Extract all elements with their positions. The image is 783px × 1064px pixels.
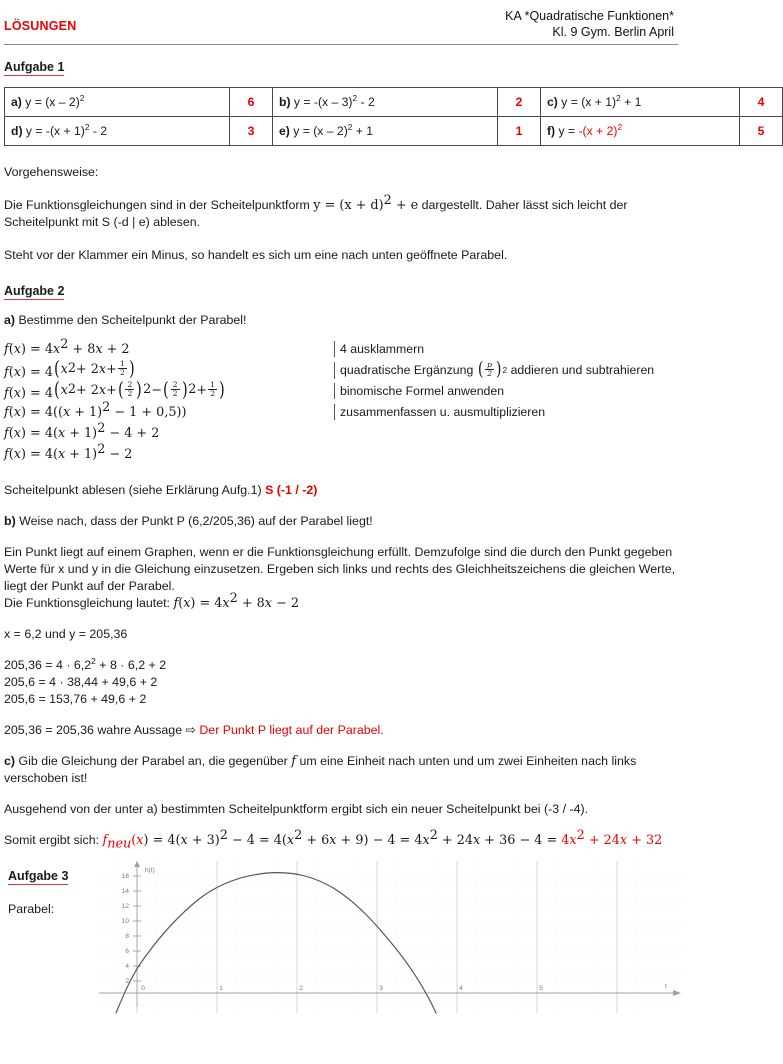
calc-line-3: 205,6 = 153,76 + 49,6 + 2 <box>4 692 147 706</box>
vorgehensweise-section <box>4 164 676 264</box>
chart-y-axis-label: h(t) <box>145 867 155 874</box>
aufgabe2-b-text: Weise nach, dass der Punkt P (6,2/205,36) auf der Parabel liegt! <box>15 514 373 528</box>
answer-e: 1 <box>498 117 541 146</box>
table-cell-f <box>541 117 740 146</box>
chart-minor-grid <box>99 861 684 1013</box>
cell-eq-f-red: -(x + 2) <box>578 124 618 138</box>
x-tick-label: 4 <box>459 985 463 992</box>
derivation-formula: $f(x) = 4(x + 1)^2 - 2$ <box>4 441 133 462</box>
conclusion-black: 205,36 = 205,36 wahre Aussage ⇨ <box>4 723 200 737</box>
header-title-line1: KA *Quadratische Funktionen* <box>505 9 674 23</box>
loesungen-badge: LÖSUNGEN <box>4 19 77 33</box>
cell-eq-f: y = <box>558 124 579 138</box>
derivation-note: binomische Formel anwenden <box>334 383 504 399</box>
aufgabe2-a-line <box>4 312 676 329</box>
cell-exp-c: 2 <box>616 92 621 103</box>
vorgehensweise-para1 <box>4 192 676 231</box>
cell-tail-e: + 1 <box>352 124 374 138</box>
aufgabe2-a-text: Bestimme den Scheitelpunkt der Parabel! <box>15 313 247 327</box>
derivation-note <box>334 425 339 441</box>
cell-exp-e: 2 <box>347 121 353 132</box>
answer-c: 4 <box>740 88 783 117</box>
x-tick-label: 5 <box>539 985 543 992</box>
chart-x-tick-labels <box>141 985 543 992</box>
table-cell-e <box>273 117 498 146</box>
aufgabe1-heading: Aufgabe 1 <box>4 60 65 74</box>
aufgabe2-c-result: Somit ergibt sich: $f_{neu}(x) = 4(x + 3)^2 - 4 = 4(x^2 + 6x + 9) - 4 = 4x^2 + 24x + 36 - 4 = 4x^2 + 24x + 32$ <box>4 827 663 852</box>
derivation-note <box>334 446 339 462</box>
cell-eq-b: y = -(x – 3) <box>293 95 353 109</box>
cell-label-e: e) <box>279 124 290 138</box>
aufgabe2-section <box>4 282 676 852</box>
aufgabe2-a-label: a) <box>4 313 16 327</box>
y-tick-label: 16 <box>121 873 129 880</box>
y-tick-label: 4 <box>125 963 129 970</box>
conclusion-red: Der Punkt P liegt auf der Parabel. <box>199 723 384 737</box>
aufgabe2-b-para: Ein Punkt liegt auf einem Graphen, wenn er die Funktionsgleichung erfüllt. Demzufolge sind die durch den Punkt gegeben Werte für x und y in die Gleichung einzusetzen. Ergeben sich links und rechts des Gleichheitszeichens die gleichen Werte, liegt der Punkt auf der Parabel. <box>4 545 676 593</box>
derivation-formula: $f(x) = 4x^2 + 8x + 2$ <box>4 336 130 357</box>
cell-eq-c: y = (x + 1) <box>561 95 617 109</box>
aufgabe2-heading: Aufgabe 2 <box>4 284 65 298</box>
header-divider <box>4 44 678 45</box>
derivation-note: 4 ausklammern <box>334 341 424 357</box>
aufgabe2-b-line <box>4 513 676 530</box>
answer-a: 6 <box>230 88 273 117</box>
parabola-plot-svg <box>99 861 684 1013</box>
chart-x-axis <box>99 990 681 996</box>
c-result-prefix: Somit ergibt sich: <box>4 833 103 847</box>
vorgehensweise-para2: Steht vor der Klammer ein Minus, so handelt es sich um eine nach unten geöffnete Parabel. <box>4 248 508 262</box>
derivation-formula: $f(x) = 4(x + 1)^2 - 4 + 2$ <box>4 420 160 441</box>
cell-tail-c: + 1 <box>620 95 642 109</box>
cell-tail-d: - 2 <box>89 124 108 138</box>
aufgabe3-label: Parabel: <box>8 902 55 916</box>
vorgehensweise-title: Vorgehensweise: <box>4 165 99 179</box>
vorgehensweise-para1-math2: + e <box>391 198 419 213</box>
cell-label-b: b) <box>279 95 291 109</box>
answer-b: 2 <box>498 88 541 117</box>
aufgabe3-section <box>4 849 676 999</box>
table-cell-b <box>273 88 498 117</box>
vorgehensweise-para1-exp: 2 <box>383 192 392 208</box>
y-tick-label: 10 <box>121 918 129 925</box>
derivation-row <box>4 378 676 402</box>
aufgabe2-derivation <box>4 336 676 464</box>
y-tick-label: 8 <box>125 933 129 940</box>
y-tick-label: 12 <box>121 903 129 910</box>
vorgehensweise-para1-math: y = (x + d) <box>313 198 384 213</box>
aufgabe1-table <box>4 87 783 146</box>
aufgabe2-c-label: c) <box>4 754 16 768</box>
x-tick-label: 2 <box>299 985 303 992</box>
vorgehensweise-para1-b: dargestellt. Daher lässt sich leicht der Scheitelpunkt mit S (-d | e) ablesen. <box>4 198 628 229</box>
derivation-row <box>4 399 676 422</box>
cell-eq-a: y = (x – 2) <box>25 95 80 109</box>
derivation-formula: f(x) = 4 ( x 2 + 2 x + ( $\frac{2}{2}$ ) 2 − ( $\frac{2}{2}$ ) 2 + $\frac{1}{2}$ ) <box>4 378 225 402</box>
answer-f: 5 <box>740 117 783 146</box>
aufgabe2-c-text-f: f <box>291 754 297 769</box>
scheitelpunkt-text: Scheitelpunkt ablesen (siehe Erklärung Aufg.1) <box>4 483 266 497</box>
x-tick-label: 0 <box>141 985 145 992</box>
derivation-row <box>4 357 676 381</box>
parabola-chart <box>99 861 684 1013</box>
aufgabe2-b-conclusion <box>4 722 676 739</box>
table-row <box>5 117 783 146</box>
derivation-row <box>4 420 676 443</box>
aufgabe2-b-label: b) <box>4 514 16 528</box>
derivation-row <box>4 336 676 359</box>
cell-eq-d: y = -(x + 1) <box>25 124 85 138</box>
c-result-sub: neu <box>107 836 132 852</box>
scheitelpunkt-line <box>4 482 676 499</box>
document-header <box>0 0 680 46</box>
y-tick-label: 2 <box>125 978 129 985</box>
table-cell-d <box>5 117 230 146</box>
cell-exp-f: 2 <box>617 121 623 132</box>
derivation-note: zusammenfassen u. ausmultiplizieren <box>334 404 545 420</box>
header-title-line2: Kl. 9 Gym. Berlin April <box>552 25 674 39</box>
aufgabe2-c-text-a: Gib die Gleichung der Parabel an, die gegenüber <box>15 754 292 768</box>
c-result-fneu: f <box>102 833 108 848</box>
cell-eq-e: y = (x – 2) <box>293 124 348 138</box>
derivation-note: quadratische Ergänzung ( $\frac{p}{2}$ ) 2 addieren und subtrahieren <box>334 362 654 379</box>
calc-line-1: $205,36 = 4 \cdot 6,2^2 + 8 \cdot 6,2 + 2$ <box>4 655 167 672</box>
answer-d: 3 <box>230 117 273 146</box>
x-tick-label: 1 <box>219 985 223 992</box>
derivation-formula: f(x) = 4 ( x 2 + 2 x + $\frac{1}{2}$ ) <box>4 357 135 381</box>
table-row <box>5 88 783 117</box>
cell-label-c: c) <box>547 95 558 109</box>
calc-line-2: 205,6 = 4 · 38,44 + 49,6 + 2 <box>4 675 158 689</box>
chart-x-axis-label: t <box>665 983 667 990</box>
chart-major-grid <box>137 861 617 1013</box>
scheitelpunkt-result: S (-1 / -2) <box>265 483 318 497</box>
parabola-curve <box>116 873 436 1013</box>
cell-label-a: a) <box>11 95 22 109</box>
cell-label-f: f) <box>547 124 556 138</box>
cell-label-d: d) <box>11 124 23 138</box>
document-body <box>0 58 765 999</box>
chart-y-axis <box>134 861 140 1007</box>
aufgabe3-text-block <box>8 867 103 918</box>
y-tick-label: 14 <box>121 888 129 895</box>
cell-exp-a: 2 <box>79 92 85 103</box>
table-cell-a <box>5 88 230 117</box>
cell-tail-b: - 2 <box>357 95 375 109</box>
x-tick-label: 3 <box>379 985 383 992</box>
cell-exp-d: 2 <box>84 121 90 132</box>
header-title-block <box>4 8 676 40</box>
cell-exp-b: 2 <box>352 92 358 103</box>
aufgabe1-section <box>4 58 765 146</box>
derivation-row <box>4 441 676 464</box>
vorgehensweise-para1-a: Die Funktionsgleichungen sind in der Scheitelpunktform <box>4 198 314 212</box>
aufgabe2-c-para: Ausgehend von der unter a) bestimmten Scheitelpunktform ergibt sich ein neuer Scheitelpunkt bei (-3 / -4). <box>4 802 589 816</box>
aufgabe2-b-funcline: Die Funktionsgleichung lautet: $f(x) = 4x^2 + 8x - 2$ <box>4 590 300 611</box>
aufgabe2-c-text-b: um eine Einheit nach unten und um zwei Einheiten nach links verschoben ist! <box>4 754 637 785</box>
chart-y-tick-labels <box>122 873 130 985</box>
aufgabe2-c-line <box>4 753 676 787</box>
aufgabe2-b-values: x = 6,2 und y = 205,36 <box>4 627 128 641</box>
derivation-formula: $f(x) = 4((x + 1)^2 - 1 + 0,5)$) <box>4 399 187 420</box>
y-tick-label: 6 <box>125 948 129 955</box>
aufgabe2-calc-block <box>4 657 676 708</box>
table-cell-c <box>541 88 740 117</box>
aufgabe2-b-funcline-prefix: Die Funktionsgleichung lautet: <box>4 596 174 610</box>
aufgabe3-heading: Aufgabe 3 <box>8 869 69 883</box>
